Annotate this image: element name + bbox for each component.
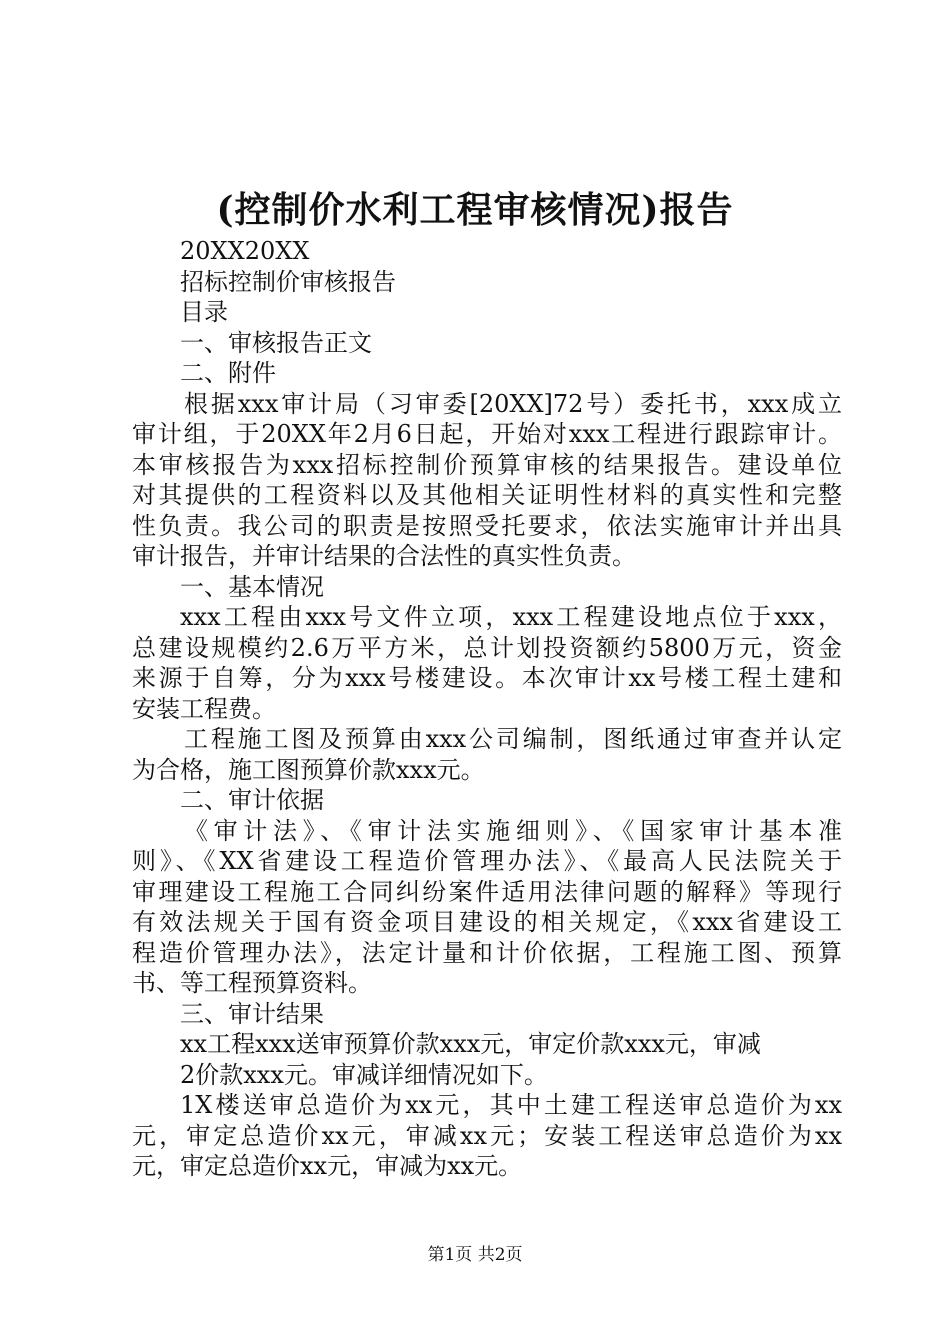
text-line: 《审计法》、《审计法实施细则》、《国家审计基本准 — [184, 816, 842, 845]
text-line: 目录 — [180, 298, 228, 326]
text-line: 根据xxx审计局（习审委[20XX]72号）委托书，xxx成立 — [184, 389, 842, 418]
text-line: 元，审定总造价xx元，审减为xx元。 — [132, 1152, 523, 1180]
text-line: 总建设规模约2.6万平方米，总计划投资额约5800万元，资金 — [132, 633, 842, 662]
text-line: 审理建设工程施工合同纠纷案件适用法律问题的解释》等现行 — [132, 877, 842, 906]
text-line: 1X楼送审总造价为xx元，其中土建工程送审总造价为xx — [180, 1091, 842, 1119]
text-line: 招标控制价审核报告 — [180, 267, 396, 296]
text-line: xxx工程由xxx号文件立项，xxx工程建设地点位于xxx， — [180, 603, 842, 631]
text-line: 来源于自筹，分为xxx号楼建设。本次审计xx号楼工程土建和 — [132, 664, 842, 692]
text-line: 一、审核报告正文 — [180, 328, 372, 357]
text-line: 工程施工图及预算由xxx公司编制，图纸通过审查并认定 — [184, 725, 842, 753]
text-line: 元，审定总造价xx元，审减xx元；安装工程送审总造价为xx — [132, 1121, 842, 1150]
text-line: 程造价管理办法》，法定计量和计价依据，工程施工图、预算 — [132, 938, 842, 967]
text-line: 安装工程费。 — [132, 694, 276, 723]
document-title: (控制价水利工程审核情况)报告 — [216, 189, 734, 231]
text-line: 对其提供的工程资料以及其他相关证明性材料的真实性和完整 — [132, 481, 842, 509]
text-line: 书、等工程预算资料。 — [132, 969, 372, 997]
section-heading: 一、基本情况 — [180, 572, 324, 601]
text-line: xx工程xxx送审预算价款xxx元，审定价款xxx元，审减 — [180, 1030, 761, 1058]
text-line: 本审核报告为xxx招标控制价预算审核的结果报告。建设单位 — [132, 450, 842, 479]
text-line: 有效法规关于国有资金项目建设的相关规定，《xxx省建设工 — [132, 908, 842, 936]
section-heading: 三、审计结果 — [180, 999, 324, 1028]
text-line: 审计组，于20XX年2月6日起，开始对xxx工程进行跟踪审计。 — [132, 420, 842, 448]
text-line: 性负责。我公司的职责是按照受托要求，依法实施审计并出具 — [132, 511, 842, 540]
text-line: 则》、《XX省建设工程造价管理办法》、《最高人民法院关于 — [132, 847, 842, 875]
text-line: 二、附件 — [180, 359, 276, 387]
text-line: 2价款xxx元。审减详细情况如下。 — [180, 1060, 548, 1089]
text-line: 为合格，施工图预算价款xxx元。 — [132, 755, 485, 784]
text-line: 审计报告，并审计结果的合法性的真实性负责。 — [132, 542, 636, 570]
page-footer: 第1页 共2页 — [427, 1245, 523, 1265]
text-line: 20XX20XX — [180, 237, 310, 265]
section-heading: 二、审计依据 — [180, 786, 324, 814]
document-body — [132, 236, 842, 1182]
